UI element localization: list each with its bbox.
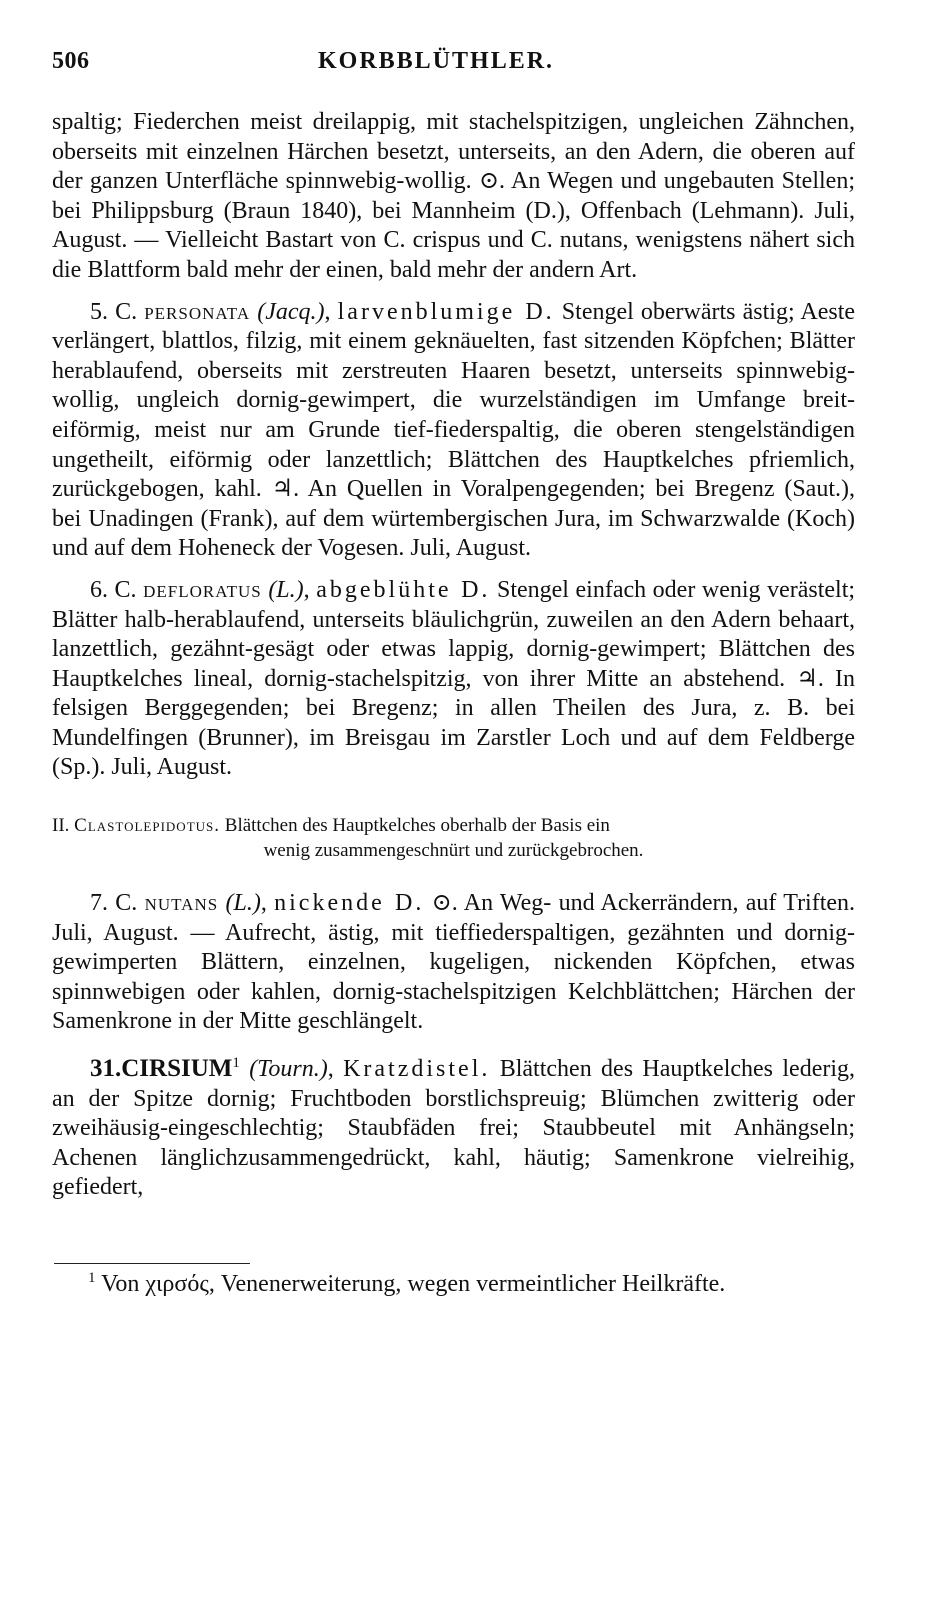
species-common-name: larvenblumige D. [337,298,555,325]
section-text-1: Blättchen des Hauptkelches oberhalb der Basis ein [224,815,610,837]
species-number: 6. C. [90,576,137,603]
species-entry-7: 7. C. nutans (L.), nickende D. ⊙. An Weg- und Ackerrändern, auf Triften. Juli, August. — Aufrecht, ästig, mit tieffiederspaltigen, gezähnten und dornig-gewimperten Blättern, einzelnen, kugeligen, nickenden Köpfchen, etwas spinnwebigen oder kahlen, dornig-stachelspitzigen Kelchblättchen; Härchen der Samenkrone in der Mitte geschlängelt. [52,890,856,1035]
page-number: 506 [52,48,90,74]
running-title: KORBBLÜTHLER. [318,48,555,74]
genus-description: Blättchen des Hauptkelches lederig, an der Spitze dornig; Fruchtboden borstlichspreuig; Blümchen zwitterig oder zweihäusig-eingeschlechtig; Staubfäden frei; Staubbeutel mit Anhängseln; Achenen länglichzusammengedrückt, kahl, häutig; Samenkrone vielreihig, gefiedert, [52,1056,855,1201]
species-description: Stengel einfach oder wenig verästelt; Blätter halb-herablaufend, unterseits bläulichgrün, zuweilen an den Adern behaart, lanzettlich, gezähnt-gesägt oder etwas lappig, dornig-gewimpert; Blättchen des Hauptkelches lineal, dornig-stachelspitzig, von ihrer Mitte an abstehend. ♃. In felsigen Berggegenden; bei Bregenz; in allen Theilen des Jura, z. B. bei Mundelfingen (Brunner), im Breisgau im Zarstler Loch und auf dem Feldberge (Sp.). Juli, August. [52,576,856,781]
continued-paragraph: spaltig; Fiederchen meist dreilappig, mit stachelspitzigen, ungleichen Zähnchen, oberseits mit einzelnen Härchen besetzt, unterseits, an den Adern, die oberen auf der ganzen Unterfläche spinnwebig-wollig. ⊙. An Wegen und ungebauten Stellen; bei Philippsburg (Braun 1840), bei Mannheim (D.), Offenbach (Lehmann). Juli, August. — Vielleicht Bastart von C. crispus und C. nutans, wenigstens nähert sich die Blattform bald mehr der einen, bald mehr der andern Art. [52,109,855,283]
genus-name: CIRSIUM [121,1055,233,1083]
footnote-reference[interactable]: 1 [232,1055,240,1072]
genus-number: 31. [90,1055,122,1083]
species-common-name: abgeblühte D. [316,576,491,603]
genus-entry-31: 31.CIRSIUM$^1$ (Tourn.), Kratzdistel. Blättchen des Hauptkelches lederig, an der Spitze dornig; Fruchtboden borstlichspreuig; Blümchen zwitterig oder zweihäusig-eingeschlechtig; Staubfäden frei; Staubbeutel mit Anhängseln; Achenen länglichzusammengedrückt, kahl, häutig; Samenkrone vielreihig, gefiedert, [52,1055,855,1201]
section-text-2: wenig zusammengeschnürt und zurückgebrochen. [263,840,644,862]
genus-common-name: Kratzdistel. [343,1056,491,1083]
footnote-text: Von χιρσός, Venenerweiterung, wegen vermeintlicher Heilkräfte. [101,1271,726,1297]
footnote-mark: 1 [88,1270,96,1286]
species-description: Stengel oberwärts ästig; Aeste verlängert, blattlos, filzig, mit einem geknäuelten, fast sitzenden Köpfchen; Blätter herablaufend, oberseits mit zerstreuten Haaren besetzt, unterseits spinnwebig-wollig, ungleich dornig-gewimpert, die wurzelständigen im Umfange breit-eiförmig, meist nur am Grunde tief-fiederspaltig, die oberen stengelständigen ungetheilt, eiförmig oder lanzettlich; Blättchen des Hauptkelches pfriemlich, zurückgebogen, kahl. ♃. An Quellen in Voralpengegenden; bei Bregenz (Saut.), bei Unadingen (Frank), auf dem würtembergischen Jura, im Schwarzwalde (Koch) und auf dem Hoheneck der Vogesen. Juli, August. [52,298,856,562]
book-page [52,40,855,1300]
species-entry-6: 6. C. defloratus (L.), abgeblühte D. Stengel einfach oder wenig verästelt; Blätter halb-herablaufend, unterseits bläulichgrün, zuweilen an den Adern behaart, lanzettlich, gezähnt-gesägt oder etwas lappig, dornig-gewimpert; Blättchen des Hauptkelches lineal, dornig-stachelspitzig, von ihrer Mitte an abstehend. ♃. In felsigen Berggegenden; bei Bregenz; in allen Theilen des Jura, z. B. bei Mundelfingen (Brunner), im Breisgau im Zarstler Loch und auf dem Feldberge (Sp.). Juli, August. [52,576,856,781]
species-name: defloratus [143,576,262,603]
species-number: 7. C. [90,890,138,917]
section-heading [52,813,855,863]
genus-author: (Tourn.) [249,1056,328,1083]
species-author: (L.) [268,576,304,603]
section-name: Clastolepidotus. [74,815,221,837]
species-author: (Jacq.) [257,298,325,325]
species-description: ⊙. An Weg- und Ackerrändern, auf Triften. Juli, August. — Aufrecht, ästig, mit tieffiederspaltigen, gezähnten und dornig-gewimperten Blättern, einzelnen, kugeligen, nickenden Köpfchen, etwas spinnwebigen oder kahlen, dornig-stachelspitzigen Kelchblättchen; Härchen der Samenkrone in der Mitte geschlängelt. [52,890,856,1035]
page-body [52,108,855,1300]
section-heading-line-1 [52,813,855,838]
species-author: (L.) [225,890,261,917]
page-header [52,40,855,84]
species-number: 5. C. [90,298,138,325]
footnote [52,1264,855,1300]
species-name: nutans [144,890,219,917]
species-common-name: nickende D. [274,890,425,917]
species-entry-5: 5. C. personata (Jacq.), larvenblumige D. Stengel oberwärts ästig; Aeste verlängert, blattlos, filzig, mit einem geknäuelten, fast sitzenden Köpfchen; Blätter herablaufend, oberseits mit zerstreuten Haaren besetzt, unterseits spinnwebig-wollig, ungleich dornig-gewimpert, die wurzelständigen im Umfange breit-eiförmig, meist nur am Grunde tief-fiederspaltig, die oberen stengelständigen ungetheilt, eiförmig oder lanzettlich; Blättchen des Hauptkelches pfriemlich, zurückgebogen, kahl. ♃. An Quellen in Voralpengegenden; bei Bregenz (Saut.), bei Unadingen (Frank), auf dem würtembergischen Jura, im Schwarzwalde (Koch) und auf dem Hoheneck der Vogesen. Juli, August. [52,298,856,562]
species-name: personata [144,298,251,325]
section-label: II. [52,815,70,837]
